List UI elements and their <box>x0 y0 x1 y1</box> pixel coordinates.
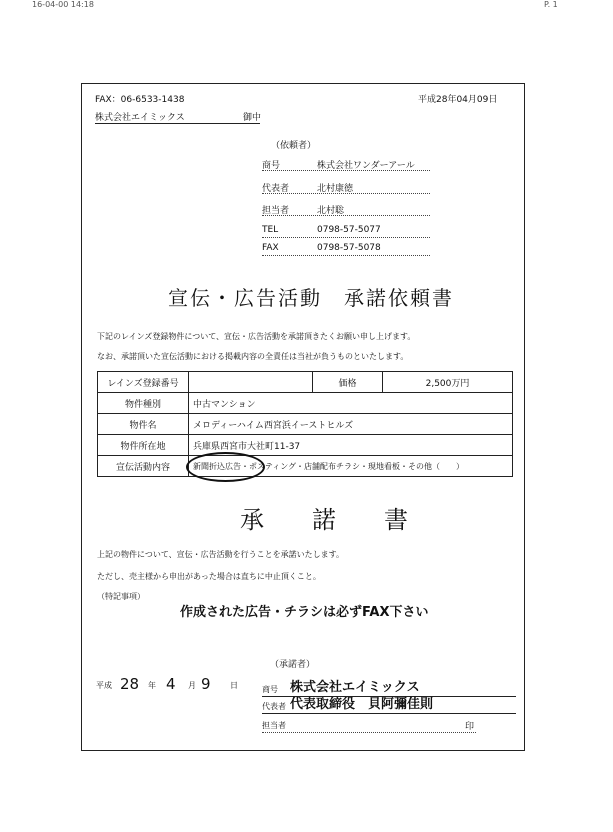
signer-representative-row <box>262 697 516 714</box>
date-year-suffix: 年 <box>148 681 156 690</box>
table-label: 物件種別 <box>98 393 189 414</box>
requester-value: 0798-57-5077 <box>317 225 381 235</box>
recipient-name: 株式会社エイミックス <box>95 113 185 123</box>
table-label: 価格 <box>313 372 383 393</box>
table-label: 物件所在地 <box>98 435 189 456</box>
signer-contact-row <box>262 718 476 733</box>
date-prefix: 平成 <box>96 681 112 690</box>
requester-value: 北村康徳 <box>317 184 354 194</box>
table-label: レインズ登録番号 <box>98 372 189 393</box>
table-value: 新聞折込広告・ポスティング・店舗配布チラシ・現地看板・その他（ ） <box>189 456 513 477</box>
requester-row-representative <box>262 181 430 194</box>
table-label: 宣伝活動内容 <box>98 456 189 477</box>
date-day: 9 <box>201 675 211 693</box>
date-month: 4 <box>166 675 176 693</box>
signer-rep-value: 代表取締役 貝阿彌佳則 <box>290 697 434 712</box>
requester-heading: （依頼者） <box>271 141 317 151</box>
requester-row-contact <box>262 203 430 216</box>
table-label: 物件名 <box>98 414 189 435</box>
document-date: 平成28年04月09日 <box>418 95 498 105</box>
requester-row-fax <box>262 243 430 256</box>
table-value: 中古マンション <box>189 393 513 414</box>
requester-row-tel <box>262 225 430 238</box>
consent-title: 承 諾 書 <box>240 506 408 534</box>
fax-number: FAX：06-6533-1438 <box>95 95 185 105</box>
requester-label: 代表者 <box>262 184 290 194</box>
consent-line1: 上記の物件について、宣伝・広告活動を行うことを承諾いたします。 <box>97 550 345 559</box>
fax-header-timestamp: 16-04-00 14:18 <box>32 0 94 9</box>
table-row <box>98 414 513 435</box>
signature-date <box>96 675 251 695</box>
special-notes-label: （特記事項） <box>97 592 145 601</box>
request-intro-line1: 下記のレインズ登録物件について、宣伝・広告活動を承諾頂きたくお願い申し上げます。 <box>97 332 416 341</box>
signer-company-value: 株式会社エイミックス <box>290 680 420 695</box>
date-year: 28 <box>120 675 140 693</box>
request-title: 宣伝・広告活動 承諾依頼書 <box>168 286 454 310</box>
property-table <box>97 371 513 477</box>
requester-label: 商号 <box>262 161 281 171</box>
signer-heading: （承諾者） <box>270 660 316 670</box>
requester-value: 北村聡 <box>317 206 345 216</box>
recipient-line <box>95 110 260 124</box>
seal-mark: 印 <box>465 722 475 732</box>
signer-company-label: 商号 <box>262 685 278 694</box>
date-day-suffix: 日 <box>230 681 238 690</box>
table-row <box>98 393 513 414</box>
requester-label: TEL <box>262 225 279 235</box>
table-row <box>98 456 513 477</box>
requester-row-company <box>262 158 430 171</box>
table-value: 2,500万円 <box>383 372 513 393</box>
hand-drawn-ellipse <box>186 452 265 482</box>
signer-contact-label: 担当者 <box>262 721 286 730</box>
table-row <box>98 435 513 456</box>
request-intro-line2: なお、承諾頂いた宣伝活動における掲載内容の全責任は当社が負うものといたします。 <box>97 352 409 361</box>
table-value: 兵庫県西宮市大社町11-37 <box>189 435 513 456</box>
fax-header-page: P. 1 <box>544 0 558 9</box>
requester-value: 0798-57-5078 <box>317 243 381 253</box>
table-row <box>98 372 513 393</box>
date-month-suffix: 月 <box>188 681 196 690</box>
table-value: メロディーハイム西宮浜イーストヒルズ <box>189 414 513 435</box>
special-notes-text: 作成された広告・チラシは必ずFAX下さい <box>180 605 429 620</box>
recipient-honorific: 御中 <box>243 113 262 123</box>
table-value <box>189 372 313 393</box>
signer-rep-label: 代表者 <box>262 702 286 711</box>
requester-value: 株式会社ワンダーアール <box>317 161 415 171</box>
requester-label: FAX <box>262 243 279 253</box>
requester-label: 担当者 <box>262 206 290 216</box>
consent-line2: ただし、売主様から申出があった場合は直ちに中止頂くこと。 <box>97 572 321 581</box>
